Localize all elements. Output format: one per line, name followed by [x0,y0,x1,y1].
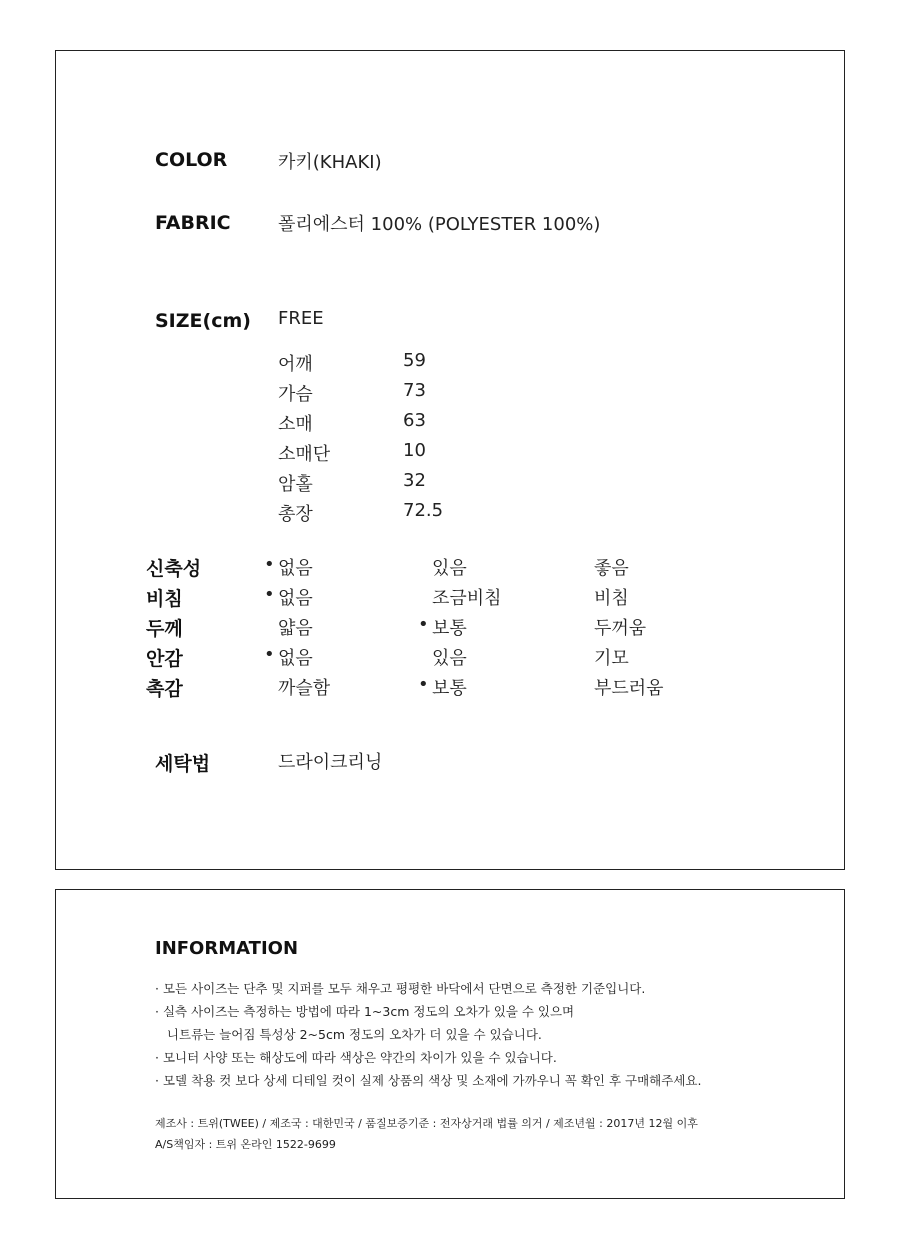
measurement-value: 10 [403,440,426,461]
information-footer-line: 제조사 : 트위(TWEE) / 제조국 : 대한민국 / 품질보증기준 : 전자상거래 법률 의거 / 제조년월 : 2017년 12월 이후 [155,1117,698,1130]
wash-value: 드라이크리닝 [278,752,383,773]
attribute-option: 조금비침 [432,588,502,609]
attribute-option-selected: 보통 [432,678,467,699]
attribute-label: 비침 [146,588,183,610]
attribute-option: 기모 [594,648,629,669]
attribute-option: 부드러움 [594,678,664,699]
information-note: 니트류는 늘어짐 특성상 2~5cm 정도의 오차가 더 있을 수 있습니다. [155,1027,542,1042]
fabric-value: 폴리에스터 100% (POLYESTER 100%) [278,214,601,235]
attribute-option: 좋음 [594,558,629,579]
attribute-option-selected: 없음 [278,588,313,609]
attribute-option: 비침 [594,588,629,609]
measurement-value: 72.5 [403,500,444,521]
information-title: INFORMATION [155,938,299,959]
selected-bullet: • [418,614,429,635]
attribute-label: 신축성 [146,558,202,580]
attribute-option: 얇음 [278,618,313,639]
selected-bullet: • [264,644,275,665]
attribute-option: 까슬함 [278,678,331,699]
information-note: · 모든 사이즈는 단추 및 지퍼를 모두 채우고 평평한 바닥에서 단면으로 측정한 기준입니다. [155,981,646,996]
measurement-value: 73 [403,380,426,401]
color-label: COLOR [155,149,228,171]
information-panel [55,889,845,1199]
measurement-name: 암홀 [278,474,313,495]
information-note: · 실측 사이즈는 측정하는 방법에 따라 1~3cm 정도의 오차가 있을 수 있으며 [155,1004,575,1019]
attribute-option: 있음 [432,558,467,579]
color-value: 카키(KHAKI) [278,152,382,173]
information-note: · 모델 착용 컷 보다 상세 디테일 컷이 실제 상품의 색상 및 소재에 가까우니 꼭 확인 후 구매해주세요. [155,1073,702,1088]
measurement-value: 59 [403,350,426,371]
measurement-name: 어깨 [278,354,313,375]
selected-bullet: • [264,554,275,575]
information-footer-line: A/S책임자 : 트위 온라인 1522-9699 [155,1138,336,1151]
size-header: FREE [278,308,324,329]
attribute-option-selected: 없음 [278,558,313,579]
attribute-option: 있음 [432,648,467,669]
attribute-label: 안감 [146,648,183,670]
selected-bullet: • [418,674,429,695]
measurement-value: 32 [403,470,426,491]
attribute-label: 촉감 [146,678,183,700]
fabric-label: FABRIC [155,212,231,234]
product-spec-panel [55,50,845,870]
measurement-name: 소매단 [278,444,331,465]
measurement-value: 63 [403,410,426,431]
size-label: SIZE(cm) [155,310,251,332]
attribute-option-selected: 없음 [278,648,313,669]
information-note: · 모니터 사양 또는 해상도에 따라 색상은 약간의 차이가 있을 수 있습니다. [155,1050,557,1065]
attribute-option-selected: 보통 [432,618,467,639]
measurement-name: 소매 [278,414,313,435]
measurement-name: 총장 [278,504,313,525]
wash-label: 세탁법 [155,753,211,775]
measurement-name: 가슴 [278,384,313,405]
attribute-label: 두께 [146,618,183,640]
attribute-option: 두꺼움 [594,618,647,639]
selected-bullet: • [264,584,275,605]
